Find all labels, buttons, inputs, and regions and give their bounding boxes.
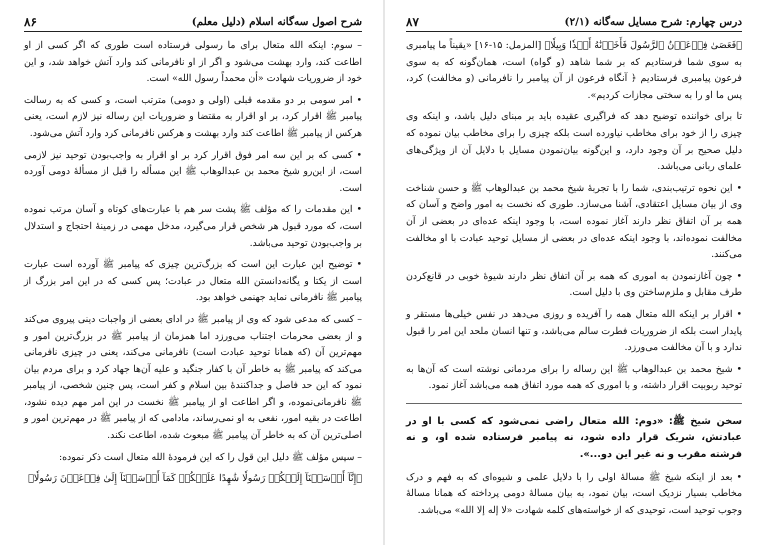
bullet-paragraph: • این مقدمات را که مؤلف ﷺ پشت سر هم با عبارت‌های کوتاه و آسان مرتب نموده است، که مورد قبول هر شخص قرار می‌گیرد، مدخل مهمی در زمینهٔ احتجاج و استدلال بر واجب‌بودن توحید می‌باشد. [24,202,362,252]
right-page-header [406,0,742,32]
left-page-body [24,32,362,488]
section-divider [406,403,742,404]
right-page-number: ۸۷ [406,15,419,29]
left-page-header [24,0,362,32]
left-running-title: شرح اصول سه‌گانه اسلام (دلیل معلم) [191,16,362,28]
bullet-paragraph: • بعد از اینکه شیخ ﷺ مسالهٔ اولی را با دلایل علمی و شیوه‌ای که به فهم و درک مخاطب بسیار نزدیک است، بیان نمود، به بیان مسالهٔ دومی پرداخته که همانا مسالهٔ وجوب توحید است، توحیدی که از خواسته‌های کلمه شهادت «لا إله إلا الله» می‌باشد. [406,470,742,520]
right-running-title: درس چهارم: شرح مسایل سه‌گانه (۲/۱) [564,16,742,28]
quoted-heading: سخن شیخ ﷺ: «دوم: الله متعال راضی نمی‌شود که کسی با او در عبادتش، شریک قرار داده شود، نه پیامبر فرستاده شده او، و نه فرشته مقرب و نه غیر این دو...». [406,415,742,461]
paragraph: – سوم: اینکه الله متعال برای ما رسولی فرستاده است طوری که اگر کسی از او اطاعت کند، وارد بهشت می‌شود و اگر از او نافرمانی کند وارد آتش خواهد شد، و این خود از ضروریات شهادت «أن محمداً رسول الله» است. [24,40,362,85]
bullet-paragraph: • توضیح این عبارت این است که بزرگ‌ترین چیزی که پیامبر ﷺ آورده است عبارت است از یکتا و یگانه‌دانستن الله متعال در عبادت؛ پس کسی که در این امر بزرگ از پیامبر ﷺ نافرمانی نماید جهنمی خواهد بود. [24,257,362,307]
right-page [384,0,768,545]
bullet-paragraph: • چون آغازنمودن به اموری که همه بر آن اتفاق نظر دارند شیوهٔ خوبی در قانع‌کردن طرف مقابل و ملزم‌ساختن وی با دلیل است. [406,269,742,302]
left-page-number: ۸۶ [24,15,37,29]
quran-verse: ﴿إِنَّآ أَرۡسَلۡنَآ إِلَيۡكُمۡ رَسُولٗا شَٰهِدًا عَلَيۡكُمۡ كَمَآ أَرۡسَلۡنَآ إِلَىٰ فِرۡعَوۡنَ رَسُولٗا﴾ [28,473,362,485]
quran-verse: ﴿فَعَصَىٰ فِرۡعَوۡنُ ٱلرَّسُولَ فَأَخَذۡنَٰهُ أَخۡذٗا وَبِيلٗا﴾ [المزمل: ۱۵-۱۶] «یقیناً ما پیامبری به سوی شما فرستادیم که بر شما شاهد (و گواه) است، همان‌گونه که به سوی فرعون پیامبری فرستادیم ﴿ آنگاه فرعون از آن پیامبر را نافرمانی (و مخالفت) کرد، پس ما او را به سختی مجازات کردیم». [406,40,742,101]
bullet-paragraph: • کسی که بر این سه امر فوق اقرار کرد بر او اقرار به واجب‌بودن توحید نیز لازمی است، از این‌رو شیخ محمد بن عبدالوهاب ﷺ این مسأله را قبل از مسألهٔ دومی آورده است. [24,148,362,198]
bullet-paragraph: • امر سومی بر دو مقدمه قبلی (اولی و دومی) مترتب است، و کسی که به رسالت پیامبر ﷺ اقرار کرد، بر او اقرار به مقتضا و ضروریات این رساله نیز لازم است، یعنی هرکس از پیامبر ﷺ اطاعت کند وارد بهشت و هرکس نافرمانی کرد وارد آتش می‌شود. [24,93,362,143]
bullet-paragraph: • این نحوه ترتیب‌بندی، شما را با تجربهٔ شیخ محمد بن عبدالوهاب ﷺ و حسن شناخت وی از بیان مسایل اعتقادی، آشنا می‌سازد. طوری که نخست به امور واضح و آسان که همه بر آن اتفاق نظر دارند آغاز نموده است، با وجود اینکه عده‌ای در بعضی از آن مخالفت نموده‌اند، با وجود اینکه عده‌ای در بعضی از مسایل توحید عبادت با او مخالفت می‌کنند. [406,181,742,264]
bullet-paragraph: • شیخ محمد بن عبدالوهاب ﷺ این رساله را برای مردمانی نوشته است که آن‌ها به توحید ربوبیت اقرار داشته، و با اموری که همه مورد اتفاق همه می‌باشد آغاز نمود. [406,362,742,395]
bullet-paragraph: • اقرار بر اینکه الله متعال همه را آفریده و روزی می‌دهد در نفس خیلی‌ها مستقر و پایدار است بلکه از ضروریات فطرت سالم می‌باشد، و تنها انسان ملحد این امر را قبول ندارد و با آن مخالفت می‌ورزد. [406,307,742,357]
paragraph: تا برای خواننده توضیح دهد که فراگیری عقیده باید بر مبنای دلیل باشد، و اینکه وی چیزی را از خود برای مخاطب نیاورده است بلکه چیزی را برای مخاطب بیان نموده که دلیل صحیح بر آن وجود دارد، و این‌گونه بیان‌نمودن مسایل با دلایل آن از ویژگی‌های علمای ربانی می‌باشد. [406,111,742,173]
paragraph: – کسی که مدعی شود که وی از پیامبر ﷺ در ادای بعضی از واجبات دینی پیروی می‌کند و از بعضی محرمات اجتناب می‌ورزد اما همزمان از پیامبر ﷺ در بزرگ‌ترین امور و مهم‌ترین آن (که همانا توحید عبادت است) نافرمانی می‌کند، یعنی در چیزی نافرمانی می‌کند که پیامبر ﷺ به خاطر آن با کفار جنگید و علیه آن‌ها جهاد کرد و برای مردم بیان نمود که این حد فاصل و جداکنندهٔ بین اسلام و کفر است، پس چنین شخصی، از پیامبر ﷺ نافرمانی‌نموده، و اگر اطاعت او از پیامبر ﷺ نخست در این امر مهم دیده نشود، اطاعت در بقیه امور، نفعی به او نمی‌رساند، مادامی که از پیامبر ﷺ در مهم‌ترین امور و اصلی‌ترین آن که به خاطر آن پیامبر ﷺ مبعوث شده، اطاعت نکند. [24,313,362,442]
paragraph: – سپس مؤلف ﷺ دلیل این قول را که این فرمودهٔ الله متعال است ذکر نموده: [58,451,362,463]
right-page-body [406,32,742,519]
